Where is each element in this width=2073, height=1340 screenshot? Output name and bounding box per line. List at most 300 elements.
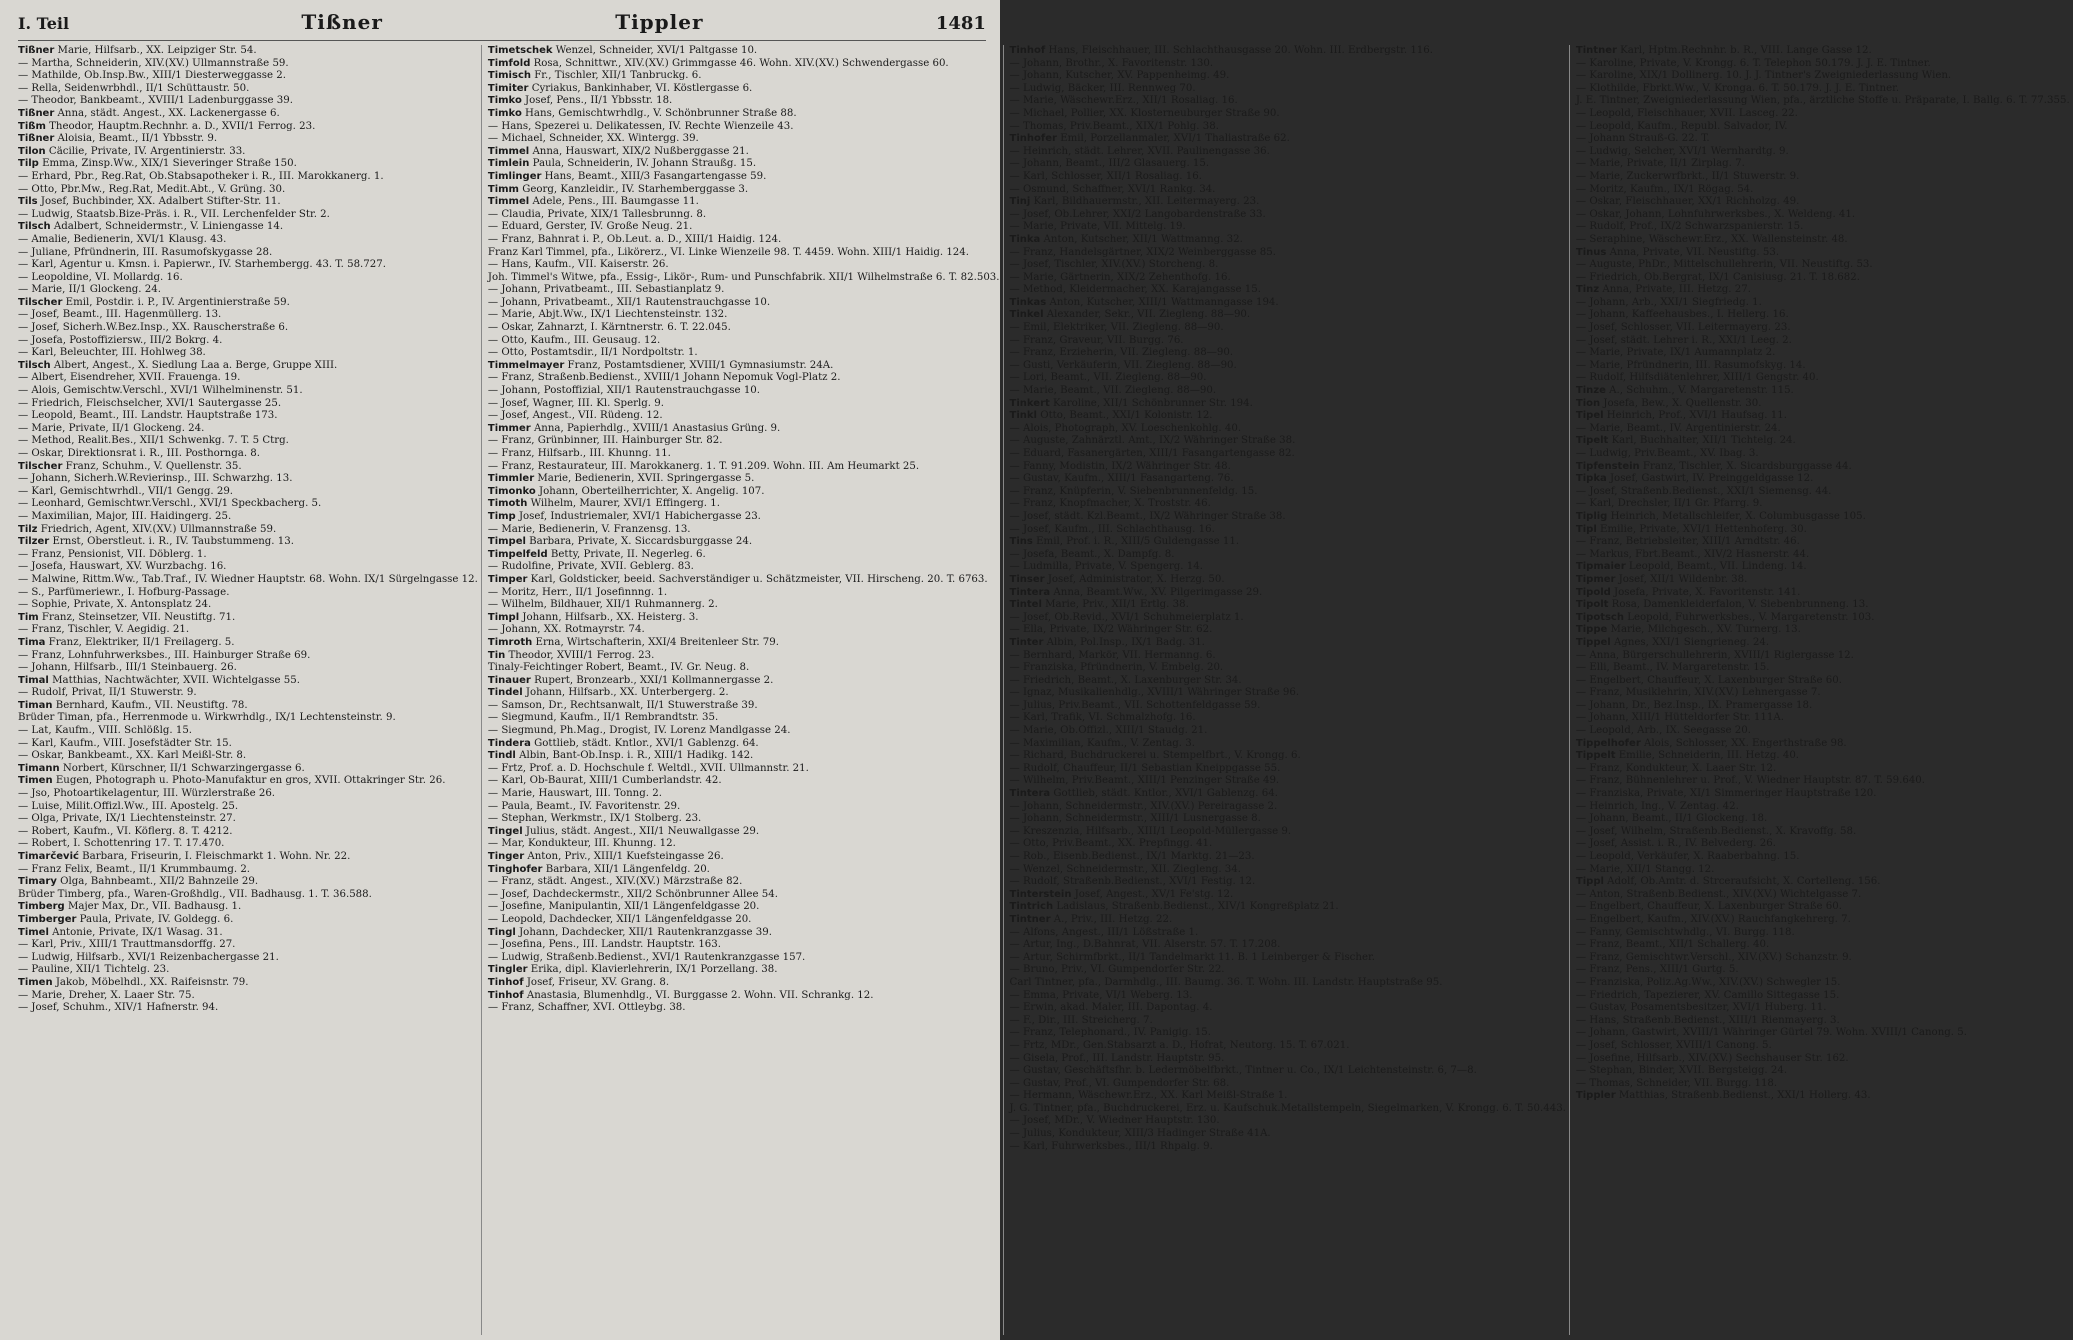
directory-entry	[1010, 914, 1566, 927]
entry-text: — Franz, Straßenb.Bedienst., XVIII/1 Johann Nepomuk Vogl-Platz 2.	[487, 372, 841, 384]
directory-entry	[18, 410, 478, 423]
directory-entry	[1576, 1002, 2070, 1015]
entry-text: Heinrich, Metallschleifer, X. Columbusgasse 105.	[1607, 510, 1866, 522]
entry-surname: Timko	[487, 95, 522, 107]
directory-entry	[18, 486, 478, 499]
directory-entry	[1010, 952, 1566, 965]
entry-text: — Hans, Spezerei u. Delikatessen, IV. Rechte Wienzeile 43.	[487, 120, 794, 132]
entry-surname: Timpelfeld	[487, 548, 548, 560]
directory-entry	[488, 838, 1000, 851]
directory-entry	[488, 410, 1000, 423]
directory-entry	[1010, 1027, 1566, 1040]
entry-surname: Tinhofer	[1009, 133, 1057, 145]
directory-entry	[1576, 549, 2070, 562]
entry-surname: Tinkl	[1009, 410, 1037, 422]
entry-surname: Timpl	[487, 611, 520, 623]
entry-text: — Hans, Kaufm., VII. Kaiserstr. 26.	[487, 259, 669, 271]
directory-entry	[1010, 272, 1566, 285]
entry-text: — Franz, Pensionist, VII. Döblerg. 1.	[18, 548, 207, 560]
entry-text: — Fanny, Modistin, IX/2 Währinger Str. 48.	[1009, 460, 1231, 472]
entry-surname: Tipmer	[1575, 573, 1616, 585]
entry-text: — Marie, Hauswart, III. Tonng. 2.	[487, 788, 662, 800]
directory-entry	[1010, 851, 1566, 864]
directory-entry	[488, 675, 1000, 688]
entry-text: — Luise, Milit.Offizl.Ww., III. Apostelg. 25.	[18, 800, 239, 812]
directory-entry	[1576, 662, 2070, 675]
directory-entry	[1010, 360, 1566, 373]
entry-text: — Olga, Private, IX/1 Liechtensteinstr. 27.	[18, 813, 236, 825]
directory-entry	[1010, 763, 1566, 776]
directory-entry	[1576, 612, 2070, 625]
entry-text: — Samson, Dr., Rechtsanwalt, II/1 Stuwerstraße 39.	[487, 699, 758, 711]
directory-entry	[1010, 121, 1566, 134]
directory-entry	[1576, 851, 2070, 864]
directory-entry	[1576, 146, 2070, 159]
directory-entry	[1010, 247, 1566, 260]
directory-entry	[1010, 385, 1566, 398]
directory-entry	[1010, 1128, 1566, 1141]
directory-entry	[18, 687, 478, 700]
entry-text: — Engelbert, Chauffeur, X. Laxenburger Straße 60.	[1575, 901, 1842, 913]
directory-entry	[1010, 58, 1566, 71]
entry-surname: Timan	[18, 699, 53, 711]
directory-entry	[1576, 335, 2070, 348]
directory-entry	[1010, 158, 1566, 171]
entry-surname: Tipfenstein	[1575, 460, 1640, 472]
entry-text: — Franz, Hilfsarb., III. Khunng. 11.	[487, 448, 671, 459]
directory-entry	[488, 196, 1000, 209]
entry-text: Cyriakus, Bankinhaber, VI. Köstlergasse 6.	[528, 82, 753, 94]
directory-entry	[488, 788, 1000, 801]
directory-entry	[1010, 448, 1566, 461]
entry-text: Jakob, Möbelhdl., XX. Raifeisnstr. 79.	[52, 976, 249, 988]
directory-entry	[1576, 838, 2070, 851]
directory-entry	[1576, 1053, 2070, 1066]
directory-entry	[488, 826, 1000, 839]
directory-entry	[488, 209, 1000, 222]
directory-entry	[1576, 1065, 2070, 1078]
directory-entry	[1576, 964, 2070, 977]
directory-entry	[1576, 939, 2070, 952]
directory-entry	[1010, 612, 1566, 625]
directory-entry	[1010, 1065, 1566, 1078]
directory-entry	[488, 574, 1000, 587]
entry-text: — Moritz, Kaufm., IX/1 Rögag. 54.	[1575, 183, 1754, 195]
directory-entry	[488, 234, 1000, 247]
directory-entry	[1576, 750, 2070, 763]
directory-entry	[1010, 234, 1566, 247]
entry-text: — Emil, Elektriker, VII. Ziegleng. 88—90.	[1009, 322, 1224, 334]
directory-entry	[18, 133, 478, 146]
entry-surname: Timal	[18, 674, 49, 686]
directory-entry	[18, 498, 478, 511]
entry-text: Hans, Beamt., XIII/3 Fasangartengasse 59.	[541, 170, 767, 182]
entry-surname: Tipolt	[1575, 599, 1609, 611]
directory-entry	[1576, 1027, 2070, 1040]
entry-text: — Oskar, Johann, Lohnfuhrwerksbes., X. Weldeng. 41.	[1575, 208, 1856, 220]
entry-text: — Franz, Lohnfuhrwerksbes., III. Hainburger Straße 69.	[18, 649, 311, 661]
entry-text: — Marie, Wäschewr.Erz., XII/1 Rosaliag. 16.	[1009, 95, 1238, 107]
directory-entry	[488, 712, 1000, 725]
entry-text: Georg, Kanzleidir., IV. Starhemberggasse 3.	[518, 183, 749, 195]
entry-surname: Tintel	[1009, 599, 1042, 611]
entry-text: Brüder Timberg, pfa., Waren-Großhdlg., VII. Badhausg. 1. T. 36.588.	[18, 888, 372, 900]
directory-entry	[18, 876, 478, 889]
entry-text: — Leopold, Fleischhauer, XVII. Lasceg. 22.	[1575, 107, 1798, 119]
entry-surname: Tintera	[1009, 788, 1051, 800]
directory-entry	[18, 964, 478, 977]
entry-surname: Tinauer	[487, 674, 531, 686]
directory-entry	[1576, 108, 2070, 121]
entry-text: J. G. Tintner, pfa., Buchdruckerei, Erz. u. Kaufschuk.Metallstempeln, Siegelmarken, V. Krongg. 6. T. 50.443.	[1009, 1102, 1566, 1114]
entry-text: — Amalie, Bedienerin, XVI/1 Klausg. 43.	[18, 233, 227, 245]
entry-surname: Tintrich	[1009, 901, 1054, 913]
entry-text: — Johann, Schneidermstr., XIV.(XV.) Pereiragasse 2.	[1009, 800, 1278, 812]
entry-text: — Osmund, Schaffner, XVI/1 Rankg. 34.	[1009, 183, 1216, 195]
entry-text: — Franz, Bühnenlehrer u. Prof., V. Wiedner Hauptstr. 87. T. 59.640.	[1575, 775, 1926, 787]
entry-surname: Timlein	[487, 158, 530, 170]
entry-text: — Marie, II/1 Glockeng. 24.	[18, 284, 161, 296]
directory-entry	[1576, 234, 2070, 247]
entry-surname: Tingl	[487, 926, 516, 938]
directory-entry	[488, 599, 1000, 612]
entry-text: Leopold, Beamt., VII. Lindeng. 14.	[1625, 561, 1807, 573]
entry-text: Hans, Gemischtwrhdlg., V. Schönbrunner Straße 88.	[521, 107, 797, 119]
entry-surname: Tinz	[1575, 284, 1600, 296]
entry-surname: Tiplig	[1575, 510, 1608, 522]
entry-text: Eugen, Photograph u. Photo-Manufaktur en gros, XVII. Ottakringer Str. 26.	[52, 775, 446, 787]
entry-text: — Engelbert, Chauffeur, X. Laxenburger Straße 60.	[1575, 674, 1842, 686]
directory-entry	[18, 435, 478, 448]
directory-entry	[18, 398, 478, 411]
directory-entry	[18, 599, 478, 612]
entry-text: — Marie, Pfründnerin, III. Rasumofskyg. 14.	[1575, 359, 1806, 371]
directory-entry	[1010, 347, 1566, 360]
entry-surname: Tippelt	[1575, 750, 1616, 762]
entry-text: — Karl, Schlosser, XII/1 Rosaliag. 16.	[1009, 170, 1202, 182]
entry-text: — Otto, Pbr.Mw., Reg.Rat, Medit.Abt., V. Grüng. 30.	[18, 183, 286, 195]
entry-text: Julius, städt. Angest., XII/1 Neuwallgasse 29.	[522, 825, 760, 837]
directory-entry	[1010, 423, 1566, 436]
directory-entry	[18, 662, 478, 675]
entry-text: Emilie, Schneiderin, III. Hetzg. 40.	[1615, 750, 1800, 762]
entry-text: Hans, Fleischhauer, III. Schlachthausgasse 20. Wohn. III. Erdbergstr. 116.	[1045, 45, 1434, 56]
entry-text: — Josefine, Manipulantin, XII/1 Längenfeldgasse 20.	[487, 901, 760, 913]
entry-text: — Johann, Dr., Bez.Insp., IX. Pramergasse 18.	[1575, 699, 1813, 711]
directory-entry	[1010, 196, 1566, 209]
entry-text: Johann, Hilfsarb., XX. Heisterg. 3.	[519, 611, 699, 623]
directory-entry	[1576, 1040, 2070, 1053]
directory-entry	[18, 284, 478, 297]
directory-entry	[1010, 1015, 1566, 1028]
entry-surname: Tipl	[1575, 523, 1597, 535]
entry-text: Barbara, XII/1 Längenfeldg. 20.	[542, 863, 710, 875]
directory-entry	[1010, 70, 1566, 83]
entry-text: Josef, Angest., XV/1 Fe'stg. 12.	[1071, 888, 1234, 900]
entry-text: — Josef, Schuhm., XIV/1 Hafnerstr. 94.	[18, 1002, 219, 1014]
entry-text: — Johann, Schneidermstr., XIII/1 Lusnergasse 8.	[1009, 813, 1261, 825]
directory-entry	[488, 587, 1000, 600]
directory-entry	[1010, 435, 1566, 448]
entry-text: — Johann, Gastwirt, XVIII/1 Währinger Gürtel 79. Wohn. XVIII/1 Canong. 5.	[1575, 1027, 1967, 1039]
entry-text: — Jso, Photoartikelagentur, III. Würzlerstraße 26.	[18, 788, 276, 800]
entry-text: — Anna, Bürgerschullehrerin, XVIII/1 Riglergasse 12.	[1575, 649, 1854, 661]
directory-entry	[1010, 461, 1566, 474]
entry-text: Theodor, Hauptm.Rechnhr. a. D., XVII/1 Ferrog. 23.	[45, 120, 316, 132]
directory-entry	[18, 184, 478, 197]
directory-entry	[488, 309, 1000, 322]
entry-text: Johann, Oberteilherrichter, X. Angelig. 107.	[535, 485, 765, 497]
entry-text: — Ludwig, Selcher, XVI/1 Wernhardtg. 9.	[1575, 145, 1789, 157]
directory-entry	[1576, 801, 2070, 814]
directory-entry	[1010, 284, 1566, 297]
directory-entry	[1010, 901, 1566, 914]
entry-text: Emma, Zinsp.Ww., XIX/1 Sieveringer Straße 150.	[38, 158, 297, 170]
entry-text: — Rudolf, Chauffeur, II/1 Sebastian Kneippgasse 55.	[1009, 762, 1281, 774]
directory-entry	[18, 750, 478, 763]
directory-entry	[1010, 322, 1566, 335]
entry-text: — Marie, Dreher, X. Laaer Str. 75.	[18, 989, 195, 1001]
directory-entry	[18, 977, 478, 990]
directory-entry	[488, 990, 1000, 1003]
directory-entry	[1010, 45, 1566, 58]
entry-surname: Timisch	[487, 70, 531, 82]
entry-surname: Tipelt	[1575, 435, 1609, 447]
directory-entry	[1010, 738, 1566, 751]
entry-text: — Franz, Graveur, VII. Burgg. 76.	[1009, 334, 1184, 346]
entry-surname: Tippelhofer	[1575, 737, 1641, 749]
directory-entry	[1010, 637, 1566, 650]
entry-text: — Leopold, Verkäufer, X. Raaberbahng. 15.	[1575, 851, 1800, 862]
directory-entry	[1576, 511, 2070, 524]
directory-entry	[488, 813, 1000, 826]
entry-surname: Tindl	[487, 750, 516, 762]
directory-entry	[18, 712, 478, 725]
entry-text: Alois, Schlosser, XX. Engerthstraße 98.	[1640, 737, 1847, 749]
entry-text: — Josef, städt. Kzl.Beamt., IX/2 Währinger Straße 38.	[1009, 510, 1286, 522]
entry-text: — Siegmund, Kaufm., II/1 Rembrandtstr. 35.	[487, 712, 719, 724]
entry-text: — Siegmund, Ph.Mag., Drogist, IV. Lorenz Mandlgasse 24.	[487, 725, 791, 737]
directory-entry	[1010, 259, 1566, 272]
entry-text: — Karl, Trafik, VI. Schmalzhofg. 16.	[1009, 712, 1196, 724]
directory-entry	[1010, 775, 1566, 788]
entry-text: — Alois, Photograph, XV. Loeschenkohlg. 40.	[1009, 422, 1242, 434]
entry-text: — Frtz, MDr., Gen.Stabsarzt a. D., Hofrat, Neutorg. 15. T. 67.021.	[1009, 1039, 1350, 1051]
entry-text: — Ludwig, Bäcker, III. Rennweg 70.	[1009, 82, 1196, 94]
entry-text: — Moritz, Herr., II/1 Josefinnng. 1.	[487, 586, 668, 598]
entry-text: — Elli, Beamt., IV. Margaretenstr. 15.	[1575, 662, 1770, 674]
entry-text: — Marie, Abjt.Ww., IX/1 Liechtensteinstr. 132.	[487, 309, 728, 321]
directory-entry	[1576, 158, 2070, 171]
entry-text: — Rudolf, Hilfsdiätenlehrer, XIII/1 Gengstr. 40.	[1575, 372, 1819, 384]
entry-text: — Emma, Private, VI/1 Weberg. 13.	[1009, 989, 1193, 1001]
directory-entry	[18, 990, 478, 1003]
column-3	[1010, 45, 1570, 1335]
directory-entry	[18, 259, 478, 272]
directory-entry	[488, 763, 1000, 776]
directory-entry	[1010, 486, 1566, 499]
directory-entry	[1576, 725, 2070, 738]
entry-surname: Tinka	[1009, 233, 1041, 245]
directory-entry	[1010, 561, 1566, 574]
entry-text: — Paula, Beamt., IV. Favoritenstr. 29.	[487, 800, 681, 812]
entry-text: — Johann, Brothr., X. Favoritenstr. 130.	[1009, 57, 1214, 69]
entry-text: Albert, Angest., X. Siedlung Laa a. Berge, Gruppe XIII.	[50, 359, 338, 371]
entry-text: — Franz, Gemischtwr.Verschl., XIV.(XV.) Schanzstr. 9.	[1575, 951, 1852, 963]
directory-entry	[1576, 184, 2070, 197]
entry-text: — Bernhard, Markör, VII. Hermanng. 6.	[1009, 649, 1216, 661]
entry-surname: Tißner	[18, 133, 55, 145]
entry-text: — Eduard, Fasanergärten, XIII/1 Fasangartengasse 82.	[1009, 448, 1295, 459]
entry-text: — F., Dir., III. Streicherg. 7.	[1009, 1014, 1153, 1026]
entry-text: — Wilhelm, Priv.Beamt., XIII/1 Penzinger Straße 49.	[1009, 775, 1280, 787]
entry-text: Emil, Postdir. i. P., IV. Argentinierstraße 59.	[62, 296, 290, 308]
directory-entry	[488, 750, 1000, 763]
entry-surname: Timberg	[18, 901, 65, 913]
entry-surname: Timper	[487, 573, 528, 585]
entry-surname: Tinhof	[487, 976, 524, 988]
entry-surname: Tindera	[487, 737, 531, 749]
entry-surname: Tim	[18, 611, 39, 623]
directory-entry	[1576, 826, 2070, 839]
directory-entry	[18, 70, 478, 83]
entry-text: Anna, Private, VII. Neustiftg. 53.	[1606, 246, 1780, 258]
directory-entry	[18, 234, 478, 247]
directory-entry	[18, 801, 478, 814]
entry-text: Franz, Elektriker, II/1 Freilagerg. 5.	[45, 636, 235, 648]
entry-text: Karl, Buchhalter, XII/1 Tichtelg. 24.	[1608, 435, 1796, 447]
entry-text: Olga, Bahnbeamt., XII/2 Bahnzeile 29.	[56, 876, 259, 888]
directory-entry	[18, 826, 478, 839]
entry-text: — Stephan, Werkmstr., IX/1 Stolberg. 23.	[487, 813, 702, 825]
entry-text: — Franz, Kondukteur, X. Laaer Str. 12.	[1575, 762, 1777, 774]
entry-text: Karoline, XII/1 Schönbrunner Str. 194.	[1049, 397, 1253, 409]
directory-entry	[488, 121, 1000, 134]
entry-text: — Karl, Drechsler, II/1 Gr. Pfarrg. 9.	[1575, 498, 1763, 510]
entry-text: — Rob., Eisenb.Bedienst., IX/1 Marktg. 21—23.	[1009, 851, 1255, 862]
directory-entry	[1576, 486, 2070, 499]
entry-text: — Oskar, Zahnarzt, I. Kärntnerstr. 6. T. 22.045.	[487, 322, 731, 334]
entry-text: Otto, Beamt., XXI/1 Kolonistr. 12.	[1036, 410, 1213, 422]
directory-entry	[18, 196, 478, 209]
directory-entry	[18, 347, 478, 360]
entry-surname: Timary	[18, 876, 57, 888]
directory-entry	[1010, 1103, 1566, 1116]
entry-text: — Oskar, Fleischhauer, XX/1 Richholzg. 49.	[1575, 196, 1800, 208]
entry-text: Josef, Buchbinder, XX. Adalbert Stifter-Str. 11.	[37, 196, 281, 208]
directory-entry	[488, 372, 1000, 385]
entry-surname: Timen	[18, 775, 53, 787]
directory-entry	[488, 801, 1000, 814]
entry-surname: Timmelmayer	[487, 359, 565, 371]
entry-text: — Marie, Private, II/1 Glockeng. 24.	[18, 422, 205, 434]
entry-text: Paula, Schneiderin, IV. Johann Straußg. 15.	[529, 158, 757, 170]
directory-entry	[1010, 1078, 1566, 1091]
directory-entry	[1010, 624, 1566, 637]
directory-entry	[1576, 813, 2070, 826]
entry-text: Adele, Pens., III. Baumgasse 11.	[529, 196, 699, 208]
entry-surname: Tipel	[1575, 410, 1604, 422]
entry-text: — Franziska, Private, XI/1 Simmeringer Hauptstraße 120.	[1575, 788, 1877, 800]
entry-text: — Franz, Grünbinner, III. Hainburger Str. 82.	[487, 435, 723, 447]
directory-entry	[18, 775, 478, 788]
directory-entry	[488, 637, 1000, 650]
entry-text: — Johann, XX. Rotmayrstr. 74.	[487, 624, 645, 636]
entry-surname: Tipotsch	[1575, 611, 1624, 623]
entry-text: — Ella, Private, IX/2 Währinger Str. 62.	[1009, 624, 1213, 636]
entry-surname: Tinkel	[1009, 309, 1044, 321]
directory-entry	[1576, 561, 2070, 574]
entry-text: — Maximilian, Major, III. Haidingerg. 25.	[18, 510, 232, 522]
entry-text: — Stephan, Binder, XVII. Bergsteigg. 24.	[1575, 1065, 1788, 1077]
entry-surname: Timmler	[487, 473, 535, 485]
directory-entry	[1576, 221, 2070, 234]
entry-text: — Otto, Postamtsdir., II/1 Nordpoltstr. 1.	[487, 347, 698, 359]
entry-surname: Tilp	[18, 158, 39, 170]
entry-surname: Tintera	[1009, 586, 1051, 598]
page-number: 1481	[935, 13, 986, 34]
entry-text: — Artur, Ing., D.Bahnrat, VII. Alserstr. 57. T. 17.208.	[1009, 939, 1281, 951]
entry-text: — Otto, Priv.Beamt., XX. Prepfingg. 41.	[1009, 838, 1213, 850]
entry-text: J. E. Tintner, Zweigniederlassung Wien, pfa., ärztliche Stoffe u. Präparate, I. Ballg. 6. T. 77.355.	[1575, 95, 2070, 107]
entry-text: Marie, Milchgesch., XV. Turnerg. 13.	[1607, 624, 1801, 636]
entry-surname: Tilz	[18, 523, 38, 535]
entry-text: Betty, Private, II. Negerleg. 6.	[547, 548, 706, 560]
entry-text: — Johann, Arb., XXI/1 Siegfriedg. 1.	[1575, 296, 1762, 308]
directory-entry	[488, 435, 1000, 448]
entry-surname: Tinser	[1009, 573, 1045, 585]
directory-entry	[1576, 121, 2070, 134]
entry-text: — Method, Kleidermacher, XX. Karajangasse 15.	[1009, 284, 1261, 296]
directory-entry	[18, 360, 478, 373]
entry-text: — Karl, Agentur u. Kmsn. i. Papierwr., IV. Starhembergg. 43. T. 58.727.	[18, 259, 386, 271]
directory-entry	[1576, 876, 2070, 889]
entry-text: — Ignaz, Musikalienhdlg., XVIII/1 Währinger Straße 96.	[1009, 687, 1300, 699]
entry-text: — Mathilde, Ob.Insp.Bw., XIII/1 Diesterweggasse 2.	[18, 70, 286, 82]
directory-entry	[1576, 977, 2070, 990]
entry-text: — Johann, Sicherh.W.Revierinsp., III. Schwarzhg. 13.	[18, 473, 293, 485]
entry-text: — Hermann, Wäschewr.Erz., XX. Karl Meißl-Straße 1.	[1009, 1090, 1288, 1102]
directory-entry	[488, 297, 1000, 310]
entry-surname: Tißner	[18, 45, 55, 56]
directory-entry	[1010, 410, 1566, 423]
entry-text: — Johann, Privatbeamt., XII/1 Rautenstrauchgasse 10.	[487, 296, 771, 308]
entry-text: Emilie, Private, XVI/1 Hettenhoferg. 30.	[1596, 523, 1807, 535]
entry-surname: Timberger	[18, 913, 77, 925]
directory-entry	[1010, 939, 1566, 952]
entry-text: — Johann, Beamt., II/1 Glockeng. 18.	[1575, 813, 1768, 825]
column-1	[18, 45, 482, 1335]
directory-entry	[1576, 901, 2070, 914]
entry-text: — Gustav, Kaufm., XIII/1 Fasangarteng. 76.	[1009, 473, 1234, 485]
entry-surname: Tintner	[1575, 45, 1617, 56]
entry-text: — Richard, Buchdruckerei u. Stempelfbrt., V. Krongg. 6.	[1009, 750, 1301, 762]
directory-entry	[488, 1002, 1000, 1015]
directory-entry	[1010, 133, 1566, 146]
directory-entry	[18, 309, 478, 322]
entry-surname: Timroth	[487, 636, 533, 648]
directory-entry	[18, 864, 478, 877]
directory-entry	[1576, 574, 2070, 587]
directory-entry	[18, 549, 478, 562]
directory-entry	[1010, 838, 1566, 851]
entry-surname: Tipka	[1575, 473, 1607, 485]
entry-surname: Timarčević	[18, 851, 79, 862]
directory-entry	[18, 297, 478, 310]
directory-entry	[488, 864, 1000, 877]
directory-entry	[18, 58, 478, 71]
directory-entry	[1576, 763, 2070, 776]
